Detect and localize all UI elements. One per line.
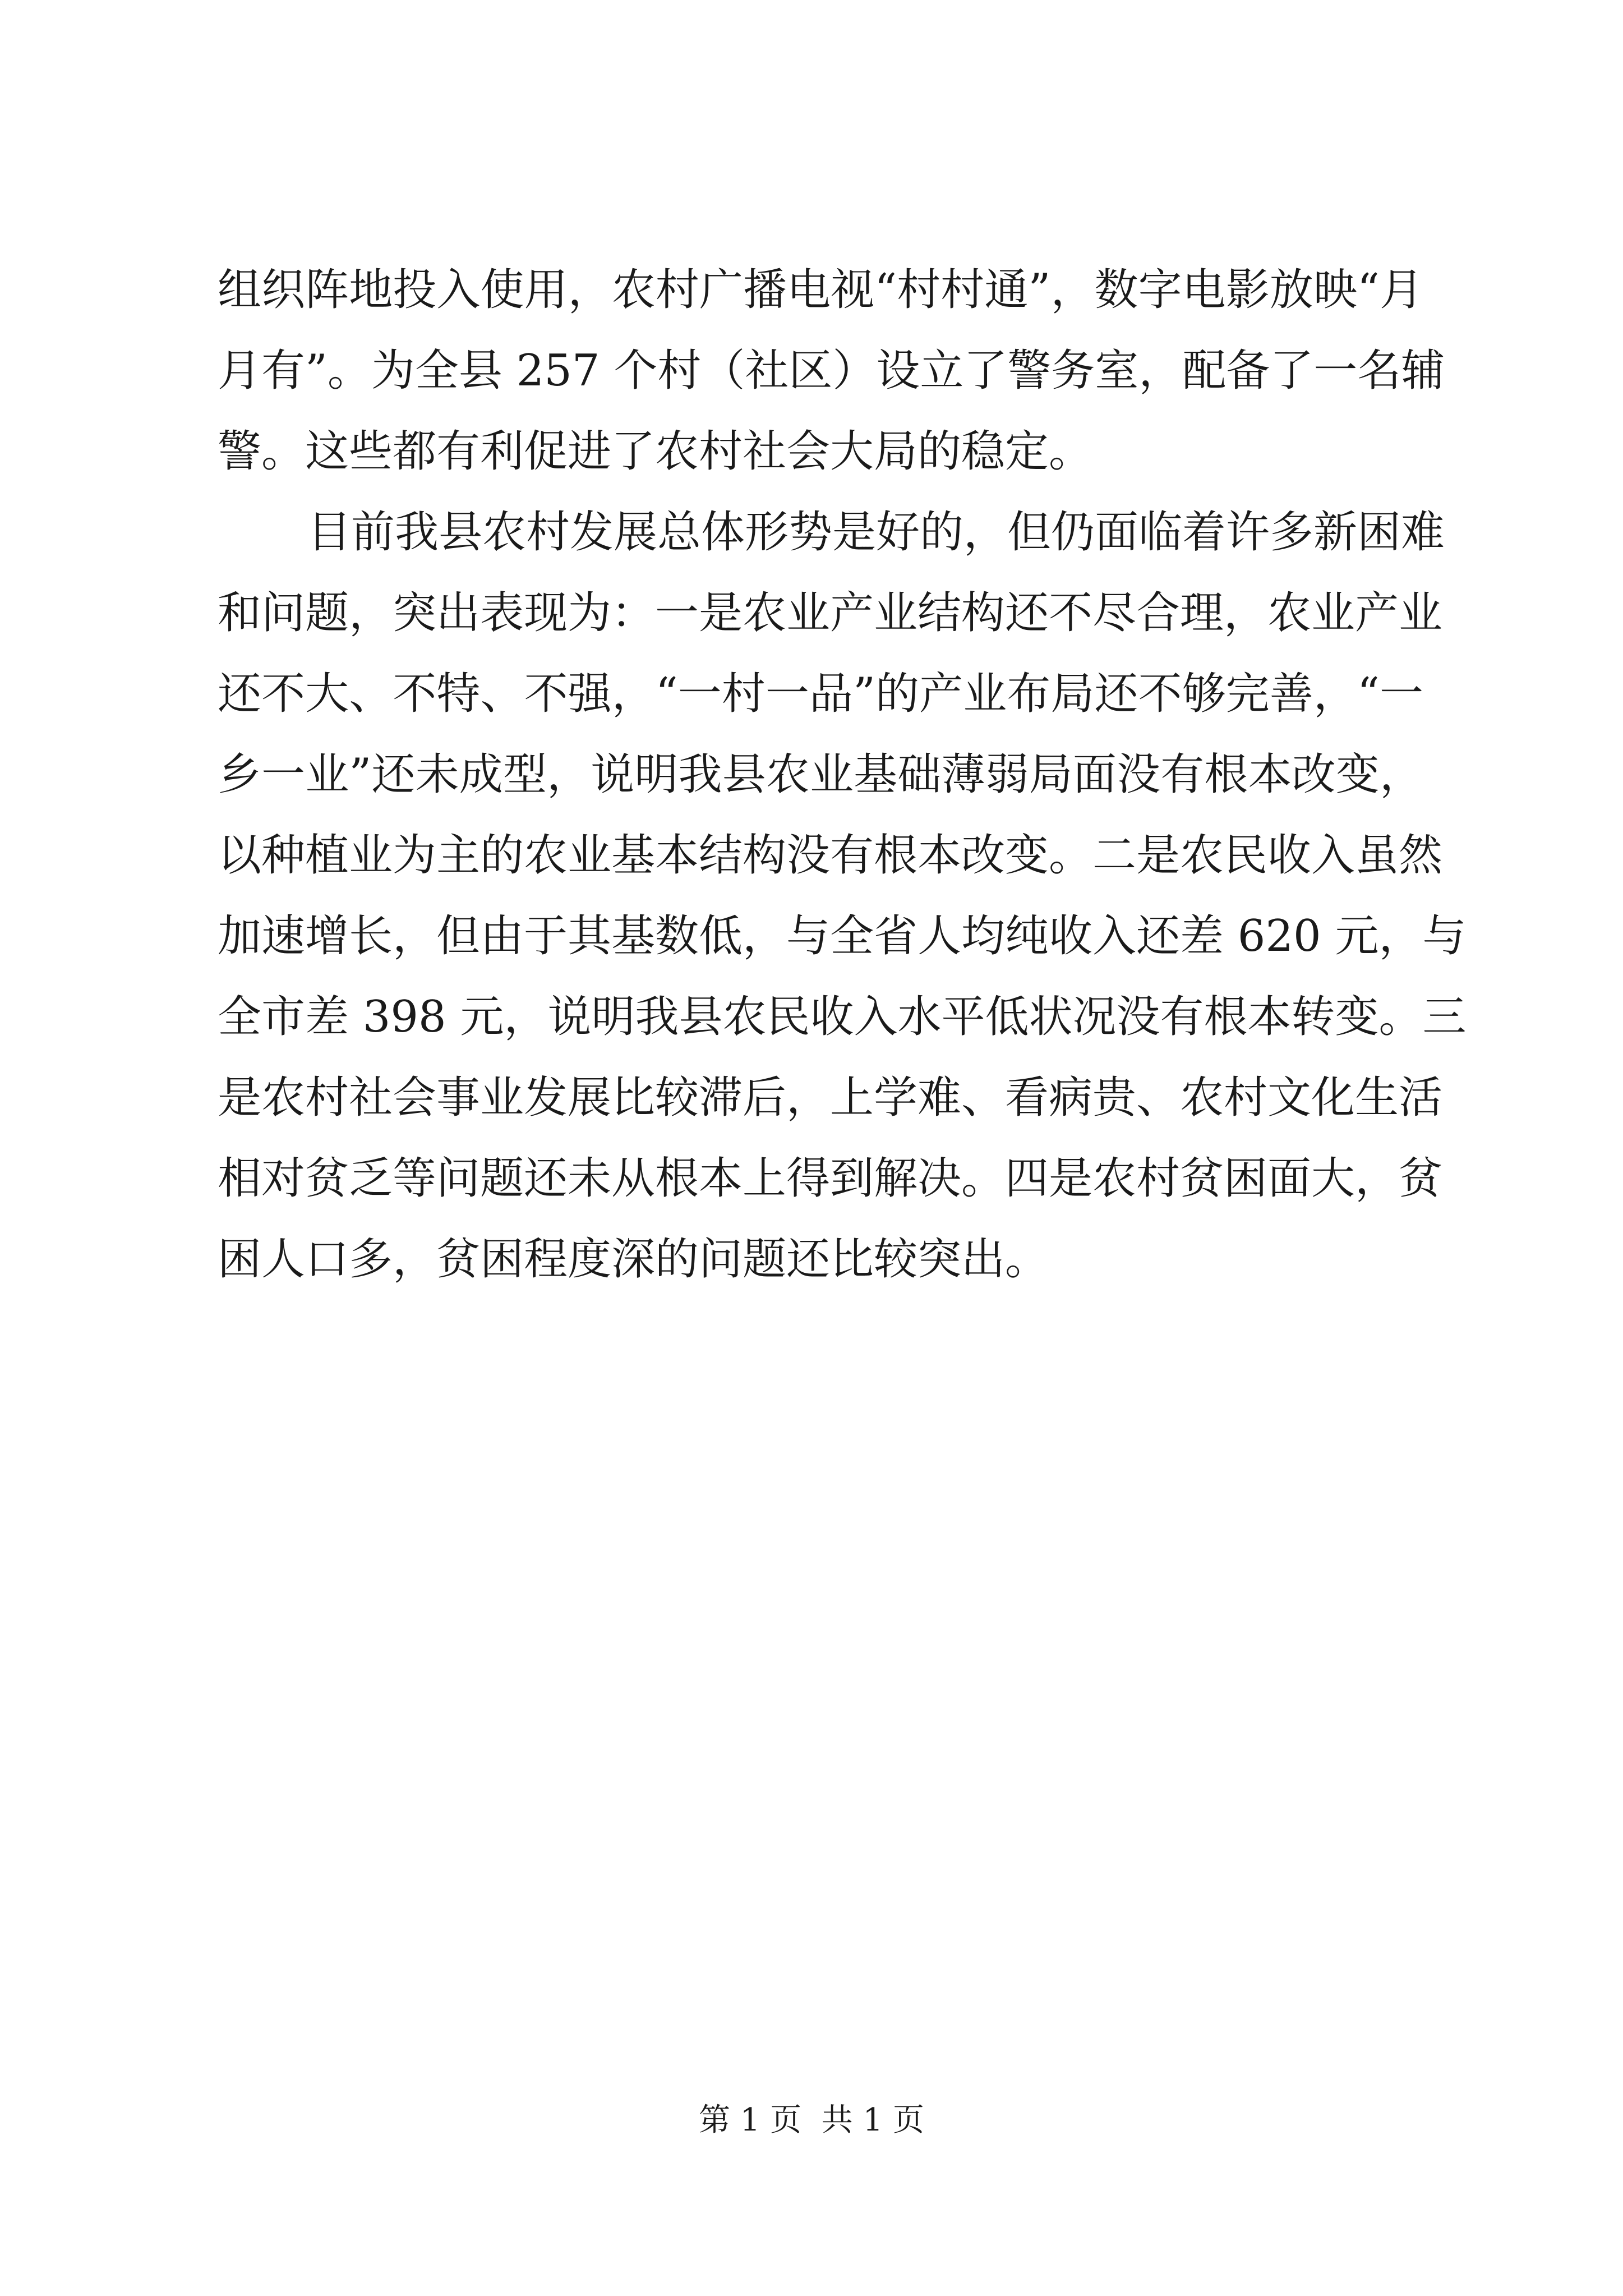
text-line: 乡一业”还未成型，说明我县农业基础薄弱局面没有根本改变， <box>218 749 1423 800</box>
text-line: 还不大、不特、不强，“一村一品”的产业布局还不够完善，“一 <box>218 669 1423 719</box>
text-line: 目前我县农村发展总体形势是好的，但仍面临着许多新困难 <box>307 507 1445 558</box>
text-line: 加速增长，但由于其基数低，与全省人均纯收入还差 620 元，与 <box>218 911 1467 961</box>
paragraph-1 <box>218 250 1445 492</box>
text-line: 全市差 398 元，说明我县农民收入水平低状况没有根本转变。三 <box>218 992 1467 1042</box>
text-line: 困人口多，贫困程度深的问题还比较突出。 <box>218 1234 1049 1285</box>
text-line: 组织阵地投入使用，农村广播电视“村村通”，数字电影放映“月 <box>218 265 1423 315</box>
text-line: 相对贫乏等问题还未从根本上得到解决。四是农村贫困面大，贫 <box>218 1153 1443 1204</box>
paragraph-2 <box>218 492 1467 1300</box>
text-line: 和问题，突出表现为：一是农业产业结构还不尽合理，农业产业 <box>218 588 1443 638</box>
document-body <box>218 250 1467 1300</box>
page-footer: 第 1 页 共 1 页 <box>698 2102 925 2138</box>
text-line: 月有”。为全县 257 个村（社区）设立了警务室，配备了一名辅 <box>218 346 1445 396</box>
text-line: 是农村社会事业发展比较滞后，上学难、看病贵、农村文化生活 <box>218 1073 1443 1123</box>
text-line: 警。这些都有利促进了农村社会大局的稳定。 <box>218 426 1093 477</box>
text-line: 以种植业为主的农业基本结构没有根本改变。二是农民收入虽然 <box>218 830 1443 881</box>
